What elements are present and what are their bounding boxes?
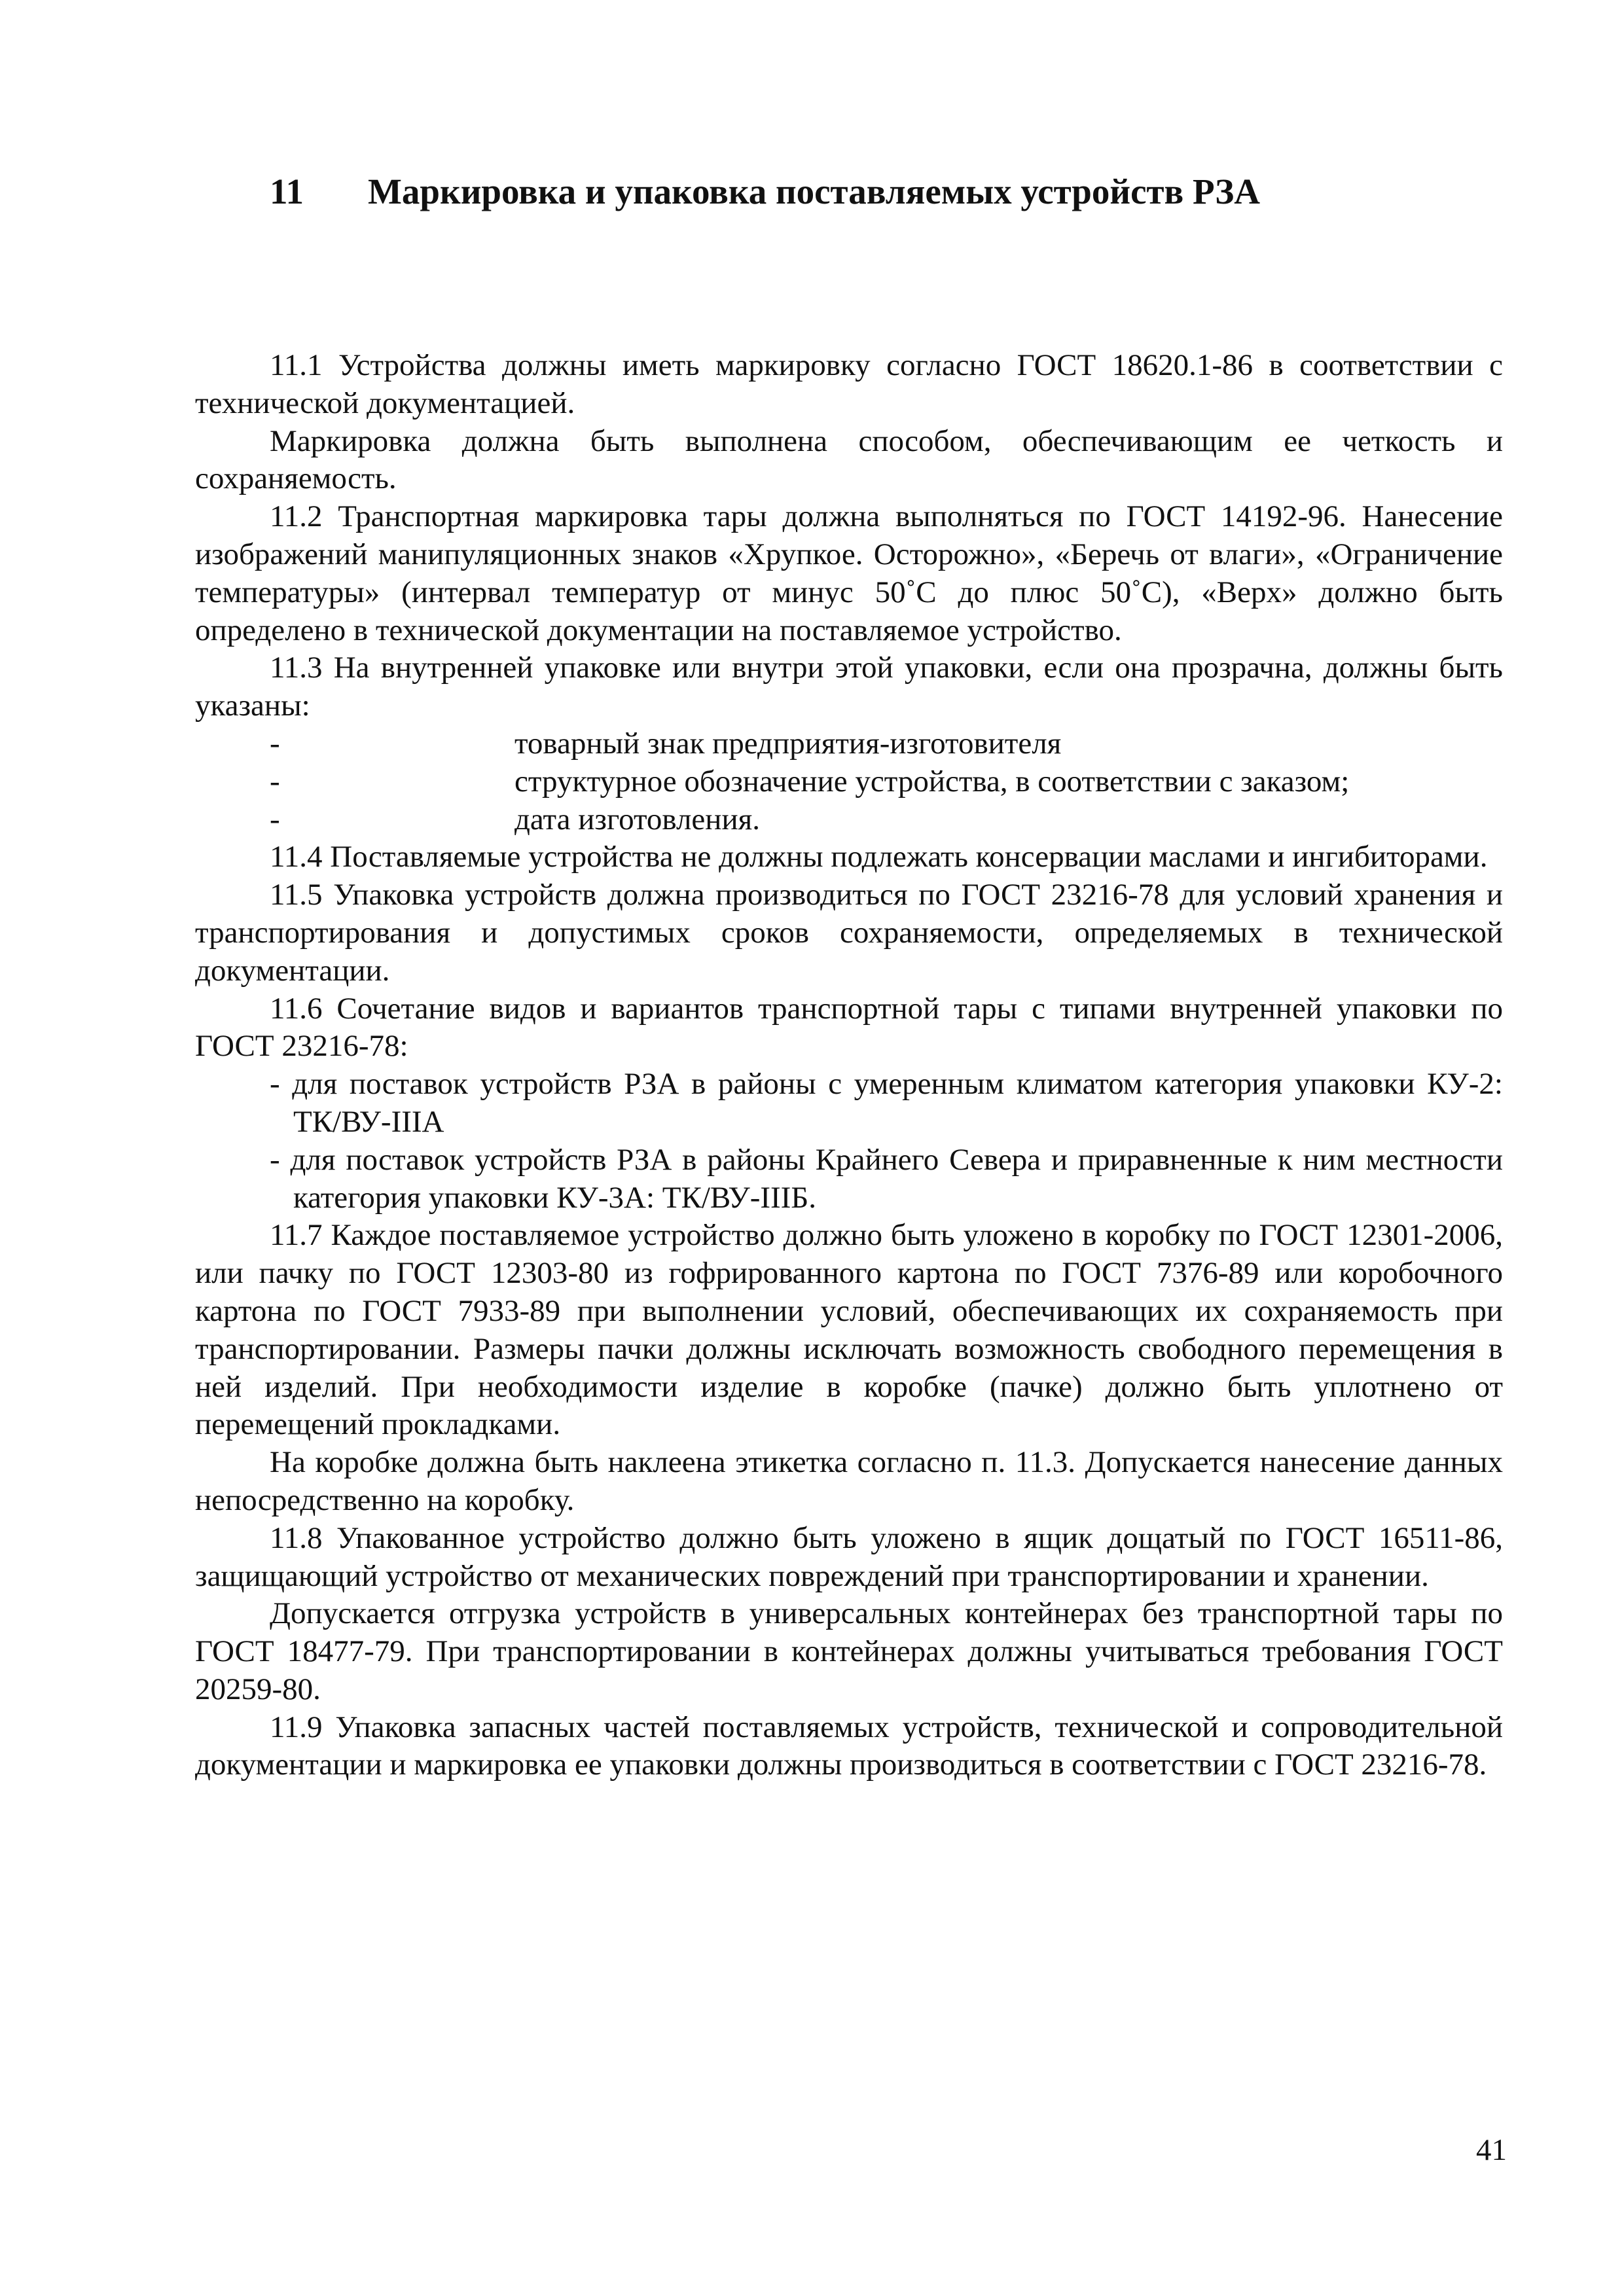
- section-number: 11: [270, 171, 304, 211]
- list-item: - для поставок устройств РЗА в районы с умеренным климатом категория упаковки КУ-2: ТК/ВУ-IIIА: [270, 1067, 1503, 1139]
- section-heading: [270, 169, 1260, 215]
- paragraph-11-4: 11.4 Поставляемые устройства не должны подлежать консервации маслами и ингибиторами.: [270, 840, 1488, 874]
- paragraph-11-8-continued: Допускается отгрузка устройств в универсальных контейнерах без транспортной тары по ГОСТ 18477-79. При транспортировании в контейнерах должны учитываться требования ГОСТ 20259-80.: [195, 1596, 1503, 1706]
- list-marker: -: [270, 764, 280, 798]
- list-item-text: структурное обозначение устройства, в соответствии с заказом;: [514, 764, 1350, 798]
- list-item: - для поставок устройств РЗА в районы Крайнего Севера и приравненные к ним местности категория упаковки КУ-3А: ТК/ВУ-IIIБ.: [270, 1142, 1503, 1215]
- paragraph-11-8: 11.8 Упакованное устройство должно быть уложено в ящик дощатый по ГОСТ 16511-86, защищающий устройство от механических повреждений при транспортировании и хранении.: [195, 1520, 1503, 1593]
- list-item-text: товарный знак предприятия-изготовителя: [514, 726, 1062, 761]
- paragraph-11-2: 11.2 Транспортная маркировка тары должна выполняться по ГОСТ 14192-96. Нанесение изображений манипуляционных знаков «Хрупкое. Осторожно», «Беречь от влаги», «Ограничение температуры» (интервал температур от минус 50˚С до плюс 50˚С), «Верх» должно быть определено в технической документации на поставляемое устройство.: [195, 499, 1503, 647]
- list-item-text: дата изготовления.: [514, 802, 760, 836]
- section-title: Маркировка и упаковка поставляемых устройств РЗА: [368, 171, 1260, 211]
- paragraph-11-1-continued: Маркировка должна быть выполнена способом, обеспечивающим ее четкость и сохраняемость.: [195, 423, 1503, 496]
- list-marker: -: [270, 802, 280, 836]
- list-item: [195, 763, 1503, 801]
- paragraph-11-7: 11.7 Каждое поставляемое устройство должно быть уложено в коробку по ГОСТ 12301-2006, или пачку по ГОСТ 12303-80 из гофрированного картона по ГОСТ 7376-89 или коробочного картона по ГОСТ 7933-89 при выполнении условий, обеспечивающих их сохраняемость при транспортировании. Размеры пачки должны исключать возможность свободного перемещения в ней изделий. При необходимости изделие в коробке (пачке) должно быть уплотнено от перемещений прокладками.: [195, 1218, 1503, 1442]
- paragraph-11-5: 11.5 Упаковка устройств должна производиться по ГОСТ 23216-78 для условий хранения и транспортирования и допустимых сроков сохраняемости, определяемых в технической документации.: [195, 878, 1503, 988]
- list-item: [195, 801, 1503, 839]
- paragraph-11-1: 11.1 Устройства должны иметь маркировку согласно ГОСТ 18620.1-86 в соответствии с технической документацией.: [195, 348, 1503, 420]
- paragraph-11-3: 11.3 На внутренней упаковке или внутри этой упаковки, если она прозрачна, должны быть указаны:: [195, 651, 1503, 723]
- paragraph-11-7-continued: На коробке должна быть наклеена этикетка согласно п. 11.3. Допускается нанесение данных непосредственно на коробку.: [195, 1445, 1503, 1517]
- paragraph-11-9: 11.9 Упаковка запасных частей поставляемых устройств, технической и сопроводительной документации и маркировка ее упаковки должны производиться в соответствии с ГОСТ 23216-78.: [195, 1710, 1503, 1782]
- list-marker: -: [270, 726, 280, 761]
- section-body: [195, 347, 1503, 1784]
- paragraph-11-6: 11.6 Сочетание видов и вариантов транспортной тары с типами внутренней упаковки по ГОСТ 23216-78:: [195, 991, 1503, 1064]
- page-number: 41: [1476, 2133, 1507, 2167]
- list-item: [195, 725, 1503, 763]
